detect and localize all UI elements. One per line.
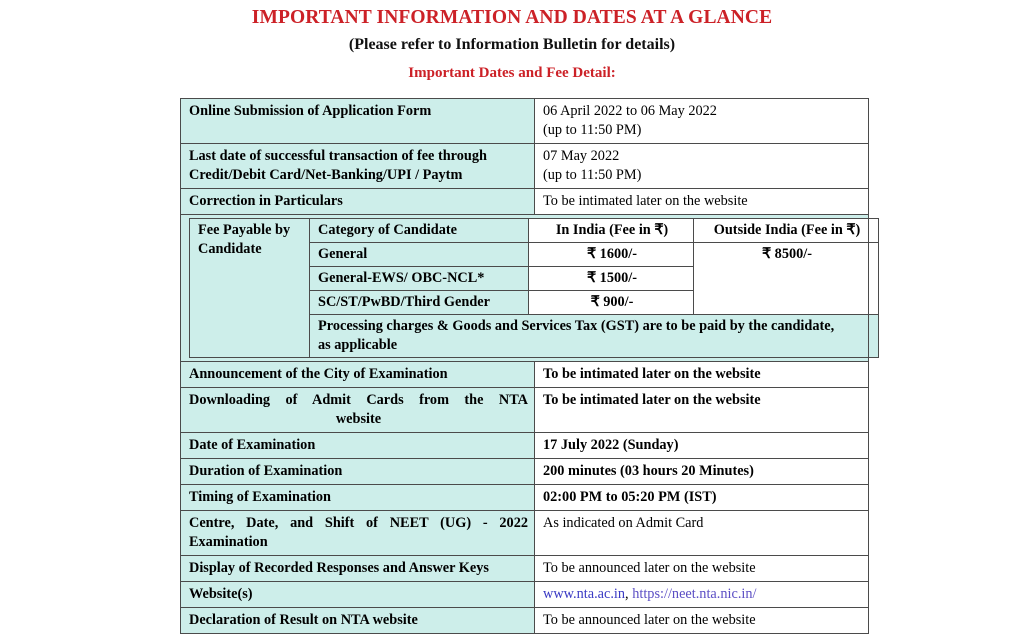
row-label-online-submission: Online Submission of Application Form bbox=[181, 99, 535, 144]
fee-amount-in-india: ₹ 900/- bbox=[529, 291, 694, 315]
table-row-timing bbox=[181, 485, 869, 511]
online-submission-cutoff: (up to 11:50 PM) bbox=[543, 122, 642, 138]
fee-payable-label bbox=[190, 219, 310, 358]
table-row-fee bbox=[181, 215, 869, 362]
online-submission-dates: 06 April 2022 to 06 May 2022 bbox=[543, 103, 717, 119]
row-value-date-of-exam: 17 July 2022 (Sunday) bbox=[535, 433, 869, 459]
fee-detail-table bbox=[189, 218, 879, 358]
row-label-duration: Duration of Examination bbox=[181, 459, 535, 485]
fee-note-line1: Processing charges & Goods and Services Tax (GST) are to be paid by the candidate, bbox=[318, 318, 835, 334]
fee-category-name: SC/ST/PwBD/Third Gender bbox=[310, 291, 529, 315]
fee-col-category: Category of Candidate bbox=[310, 219, 529, 243]
fee-col-in-india: In India (Fee in ₹) bbox=[529, 219, 694, 243]
fee-payable-label-line2: Candidate bbox=[198, 241, 262, 257]
last-date-fee-label-line1: Last date of successful transaction of fee through bbox=[189, 148, 487, 164]
row-label-city-announcement: Announcement of the City of Examination bbox=[181, 362, 535, 388]
last-date-fee-label-line2: Credit/Debit Card/Net-Banking/UPI / Paytm bbox=[189, 167, 463, 183]
document-page bbox=[0, 7, 1024, 628]
row-label-date-of-exam: Date of Examination bbox=[181, 433, 535, 459]
table-row-declaration-result bbox=[181, 608, 869, 634]
row-label-websites: Website(s) bbox=[181, 582, 535, 608]
admit-card-label-line1: Downloading of Admit Cards from the NTA bbox=[189, 392, 528, 408]
centre-label-line2: Examination bbox=[189, 534, 268, 550]
row-value-centre-date-shift: As indicated on Admit Card bbox=[535, 511, 869, 556]
row-label-recorded-responses: Display of Recorded Responses and Answer Keys bbox=[181, 556, 535, 582]
website-link-separator: , bbox=[625, 586, 629, 602]
row-value-declaration-result: To be announced later on the website bbox=[535, 608, 869, 634]
fee-amount-outside-india: ₹ 8500/- bbox=[694, 243, 879, 315]
row-value-duration: 200 minutes (03 hours 20 Minutes) bbox=[535, 459, 869, 485]
row-label-timing: Timing of Examination bbox=[181, 485, 535, 511]
row-value-last-date-fee bbox=[535, 144, 869, 189]
fee-amount-in-india: ₹ 1600/- bbox=[529, 243, 694, 267]
fee-col-outside-india: Outside India (Fee in ₹) bbox=[694, 219, 879, 243]
table-row-centre-date-shift bbox=[181, 511, 869, 556]
table-row-recorded-responses bbox=[181, 556, 869, 582]
document-header bbox=[0, 7, 1024, 82]
row-label-correction: Correction in Particulars bbox=[181, 189, 535, 215]
row-value-admit-card: To be intimated later on the website bbox=[535, 388, 869, 433]
admit-card-label-line2: website bbox=[335, 411, 382, 427]
important-dates-table-wrapper bbox=[180, 98, 869, 634]
fee-processing-note bbox=[310, 315, 879, 358]
fee-amount-in-india: ₹ 1500/- bbox=[529, 267, 694, 291]
table-row-city-announcement bbox=[181, 362, 869, 388]
table-row-last-date-fee bbox=[181, 144, 869, 189]
row-label-last-date-fee bbox=[181, 144, 535, 189]
table-row-online-submission bbox=[181, 99, 869, 144]
table-row-admit-card bbox=[181, 388, 869, 433]
table-row-correction bbox=[181, 189, 869, 215]
fee-payable-label-line1: Fee Payable by bbox=[198, 222, 291, 238]
important-dates-table bbox=[180, 98, 869, 634]
centre-label-line1: Centre, Date, and Shift of NEET (UG) - 2022 bbox=[189, 515, 528, 531]
fee-header-row bbox=[190, 219, 879, 243]
row-value-timing: 02:00 PM to 05:20 PM (IST) bbox=[535, 485, 869, 511]
fee-note-line2: as applicable bbox=[318, 337, 398, 353]
fee-category-name: General-EWS/ OBC-NCL* bbox=[310, 267, 529, 291]
row-value-correction: To be intimated later on the website bbox=[535, 189, 869, 215]
table-row-duration bbox=[181, 459, 869, 485]
row-label-declaration-result: Declaration of Result on NTA website bbox=[181, 608, 535, 634]
last-date-fee-date: 07 May 2022 bbox=[543, 148, 620, 164]
page-title: IMPORTANT INFORMATION AND DATES AT A GLANCE bbox=[251, 7, 773, 28]
section-heading: Important Dates and Fee Detail: bbox=[408, 65, 616, 81]
row-value-recorded-responses: To be announced later on the website bbox=[535, 556, 869, 582]
last-date-fee-cutoff: (up to 11:50 PM) bbox=[543, 167, 642, 183]
row-value-websites bbox=[535, 582, 869, 608]
row-value-city-announcement: To be intimated later on the website bbox=[535, 362, 869, 388]
website-link-neet[interactable]: https://neet.nta.nic.in/ bbox=[632, 586, 757, 602]
row-label-centre-date-shift bbox=[181, 511, 535, 556]
table-row-date-of-exam bbox=[181, 433, 869, 459]
fee-section-cell bbox=[181, 215, 869, 362]
website-link-nta[interactable]: www.nta.ac.in bbox=[543, 586, 626, 602]
row-value-online-submission bbox=[535, 99, 869, 144]
fee-category-name: General bbox=[310, 243, 529, 267]
table-row-websites bbox=[181, 582, 869, 608]
row-label-admit-card bbox=[181, 388, 535, 433]
page-subtitle: (Please refer to Information Bulletin for details) bbox=[348, 36, 676, 53]
